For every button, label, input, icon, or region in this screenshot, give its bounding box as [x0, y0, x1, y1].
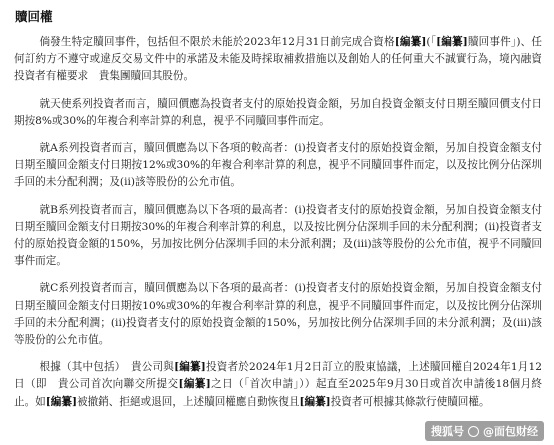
watermark	[425, 421, 544, 441]
paragraph-2	[14, 96, 542, 130]
paragraph-text: 之日（「首次申請」））起直至2025年9月30日或首次申請後18個月終止。如	[14, 378, 543, 408]
paragraph-text: 根據（其中包括） 貴公司與	[39, 361, 175, 374]
redacted-marker: [編纂]	[174, 361, 206, 374]
redacted-marker: [編纂]	[436, 36, 468, 48]
redacted-marker: [編纂]	[394, 36, 427, 48]
paragraph-text: 倘發生特定贖回事件，包括但不限於未能於2023年12月31日前完成合資格	[39, 36, 395, 48]
section-heading: 贖回權	[15, 9, 53, 24]
paragraph-text: 就A系列投資者而言，贖回價應為以下各項的較高者：(i)投資者支付的原始投資金額，另加自投資金額支付日期至贖回金額支付日期按12%或30%的年複合利率計算的利息，視乎不同贖回事件而定，以及按比例分佔深圳手回的未分配利潤；及(ii)該等股份的公允市值。	[14, 142, 542, 189]
watermark-author: @面包财经	[483, 425, 538, 438]
paragraph-6	[14, 359, 542, 411]
paragraph-3	[14, 140, 542, 192]
document-page	[14, 8, 542, 421]
redacted-marker: [編纂]	[299, 395, 331, 408]
document-body	[14, 34, 542, 411]
paragraph-4	[14, 202, 542, 271]
paragraph-5	[14, 280, 542, 349]
paragraph-1	[14, 34, 542, 86]
paragraph-text: 贖回事件」)、任何訂約方不遵守或違反交易文件中的承諾及未能及時採取補救措施以及創始人的任何重大不誠實行為，境內融資投資者有權要求 貴集團贖回其股份。	[14, 36, 542, 83]
paragraph-text: 投資者可根據其條款行使贖回權。	[330, 395, 490, 408]
paragraph-text: 就天使系列投資者而言，贖回價應為投資者支付的原始投資金額，另加自投資金額支付日期至贖回價支付日期按8%或30%的年複合利率計算的利息，視乎不同贖回事件而定。	[14, 97, 542, 127]
paragraph-text: (「	[426, 36, 437, 48]
logo-icon	[468, 426, 479, 437]
paragraph-text: 就C系列投資者而言，贖回價應為以下各項的最高者：(i)投資者支付的原始投資金額，另加自投資金額支付日期至贖回金額支付日期按10%或30%的年複合利率計算的利息，視乎不同贖回事件而定，以及按比例分佔深圳手回的未分配利潤；(ii)投資者支付的原始投資金額的150%，另加按比例分佔深圳手回的未分派利潤；及(iii)該等股份的公允市值。	[14, 282, 542, 347]
redacted-marker: [編纂]	[45, 395, 77, 408]
paragraph-text: 被撤銷、拒絕或退回，上述贖回權應自動恢復且	[77, 395, 300, 408]
watermark-brand: 搜狐号	[431, 425, 464, 438]
redacted-marker: [編纂]	[178, 378, 211, 391]
paragraph-text: 就B系列投資者而言，贖回價應為以下各項的最高者：(i)投資者支付的原始投資金額，另加自投資金額支付日期至贖回金額支付日期按30%的年複合利率計算的利息，以及按比例分佔深圳手回的未分配利潤；(ii)投資者支付的原始投資金額的150%，另加按比例分佔深圳手回的未分派利潤；及(iii)該等股份的公允市值，視乎不同贖回事件而定。	[14, 203, 542, 268]
paragraph-text: 投資者於2024年1月2日訂立的股東協議，上述贖回權自2024年1月12日（即 貴公司首次向聯交所提交	[14, 361, 542, 391]
